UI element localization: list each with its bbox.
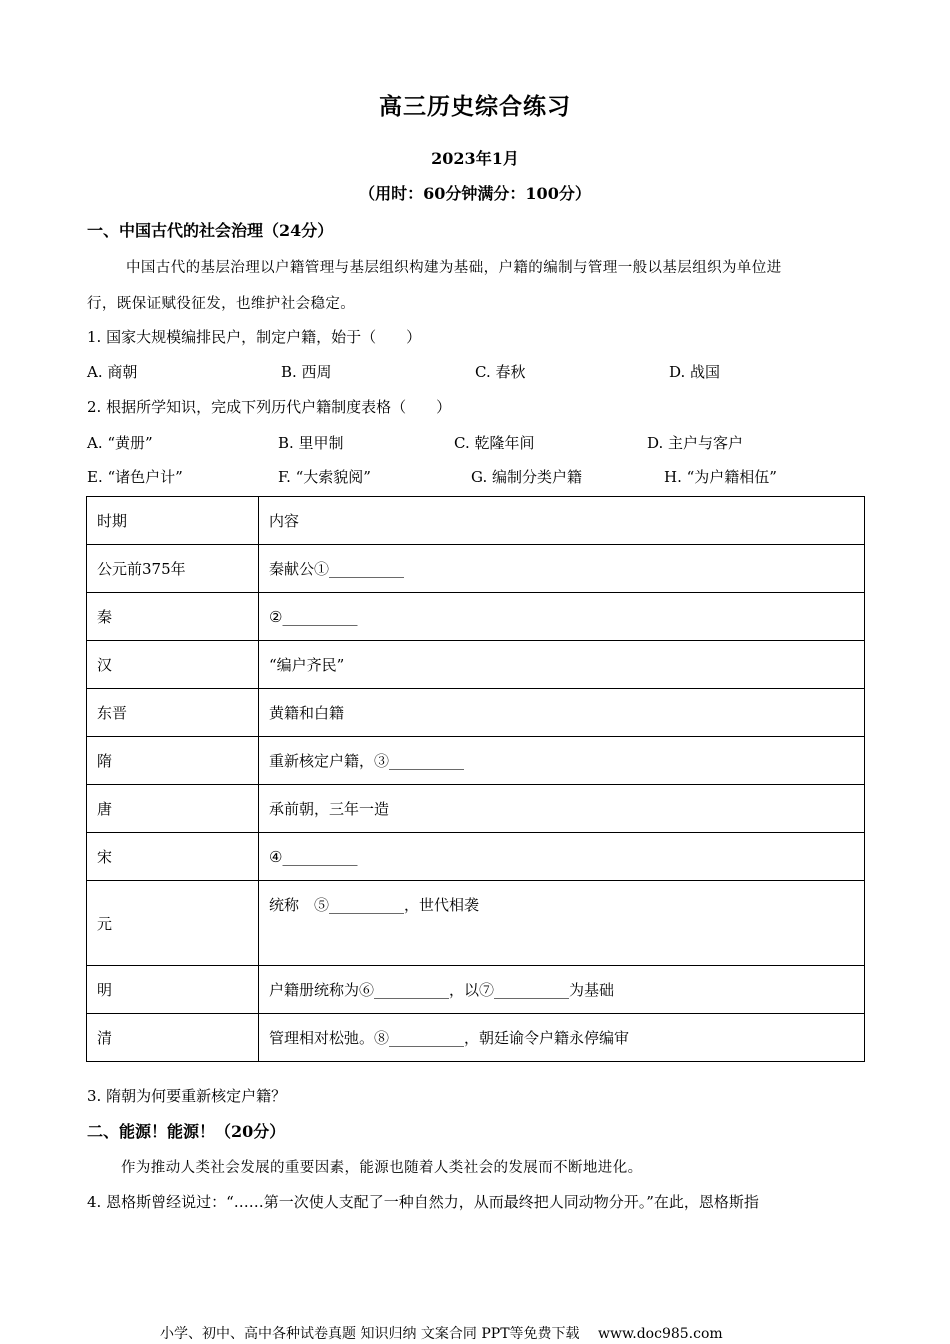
table-cell-content: 统称 ⑤__________，世代相袭 (259, 881, 865, 966)
table-cell-content: 承前朝，三年一造 (259, 785, 865, 833)
table-row (87, 641, 865, 689)
household-registration-table (86, 496, 865, 1062)
table-row (87, 785, 865, 833)
table-header-period: 时期 (87, 497, 259, 545)
q2-option-f: F. “大索貌阅” (278, 468, 371, 486)
table-cell-period: 汉 (87, 641, 259, 689)
question-1: 1. 国家大规模编排民户，制定户籍，始于（ ） (87, 328, 422, 346)
q2-option-e: E. “诸色户计” (87, 468, 183, 486)
page-title: 高三历史综合练习 (379, 93, 571, 120)
question-3: 3. 隋朝为何要重新核定户籍？ (87, 1087, 287, 1105)
table-cell-period: 隋 (87, 737, 259, 785)
table-cell-content: 秦献公①__________ (259, 545, 865, 593)
question-2: 2. 根据所学知识，完成下列历代户籍制度表格（ ） (87, 398, 452, 416)
table-row (87, 1014, 865, 1062)
table-cell-period: 秦 (87, 593, 259, 641)
q2-option-d: D. 主户与客户 (647, 434, 744, 452)
section-2-intro: 作为推动人类社会发展的重要因素，能源也随着人类社会的发展而不断地进化。 (121, 1160, 643, 1176)
table-row (87, 593, 865, 641)
table-cell-content: 管理相对松弛。⑧__________，朝廷谕令户籍永停编审 (259, 1014, 865, 1062)
table-cell-period: 东晋 (87, 689, 259, 737)
q2-option-b: B. 里甲制 (278, 434, 344, 452)
table-header-row (87, 497, 865, 545)
table-row (87, 833, 865, 881)
section-1-intro-line-1: 中国古代的基层治理以户籍管理与基层组织构建为基础，户籍的编制与管理一般以基层组织为单位进 (126, 260, 782, 276)
table-row (87, 689, 865, 737)
q1-option-a: A. 商朝 (87, 363, 138, 381)
q2-option-h: H. “为户籍相伍” (664, 468, 777, 486)
table-cell-period: 元 (87, 881, 259, 966)
q2-option-a: A. “黄册” (87, 434, 153, 452)
table-cell-content: 户籍册统称为⑥__________，以⑦__________为基础 (259, 966, 865, 1014)
table-cell-period: 明 (87, 966, 259, 1014)
table-row (87, 966, 865, 1014)
table-cell-period: 宋 (87, 833, 259, 881)
q1-option-c: C. 春秋 (475, 363, 526, 381)
page-footer: 小学、初中、高中各种试卷真题 知识归纳 文案合同 PPT等免费下载 www.doc985.com (160, 1326, 723, 1342)
exam-date: 2023年1月 (431, 149, 519, 168)
table-row (87, 737, 865, 785)
q1-option-b: B. 西周 (281, 363, 332, 381)
section-2-heading: 二、能源！能源！（20分） (87, 1122, 286, 1141)
table-cell-period: 清 (87, 1014, 259, 1062)
table-cell-content: 黄籍和白籍 (259, 689, 865, 737)
table-cell-content: “编户齐民” (259, 641, 865, 689)
q2-option-c: C. 乾隆年间 (454, 434, 535, 452)
exam-timing: （用时：60分钟满分：100分） (359, 184, 591, 203)
q2-option-g: G. 编制分类户籍 (471, 468, 582, 486)
table-cell-content: ④__________ (259, 833, 865, 881)
table-row (87, 881, 865, 966)
table-cell-period: 唐 (87, 785, 259, 833)
q1-option-d: D. 战国 (669, 363, 721, 381)
table-cell-content: 重新核定户籍，③__________ (259, 737, 865, 785)
section-1-heading: 一、中国古代的社会治理（24分） (87, 221, 334, 240)
section-1-intro-line-2: 行，既保证赋役征发，也维护社会稳定。 (87, 296, 356, 312)
table-row (87, 545, 865, 593)
table-cell-content: ②__________ (259, 593, 865, 641)
table-header-content: 内容 (259, 497, 865, 545)
table-cell-period: 公元前375年 (87, 545, 259, 593)
question-4: 4. 恩格斯曾经说过：“……第一次使人支配了一种自然力，从而最终把人同动物分开。”在此，恩格斯指 (87, 1193, 759, 1211)
